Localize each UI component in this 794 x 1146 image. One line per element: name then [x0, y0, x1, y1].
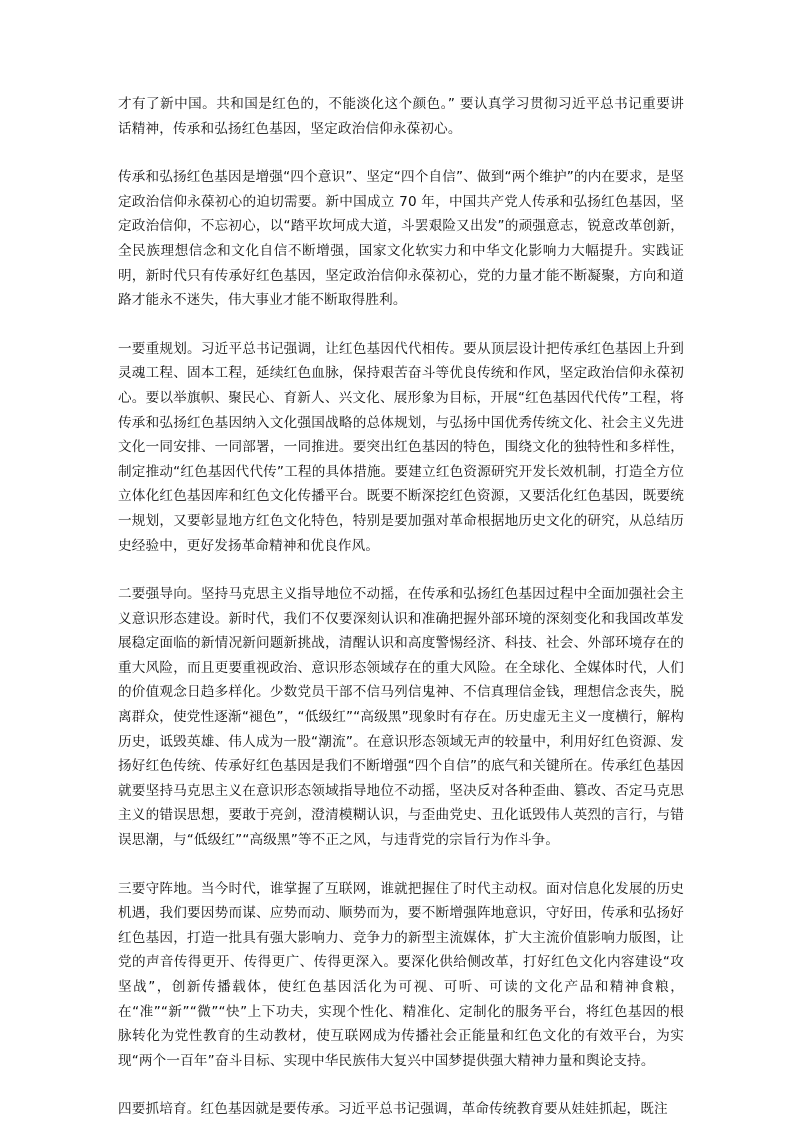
paragraph-intro-end: 才有了新中国。共和国是红色的，不能淡化这个颜色。” 要认真学习贯彻习近平总书记重要讲话精神，传承和弘扬红色基因，坚定政治信仰永葆初心。	[118, 96, 684, 137]
paragraph-position: 三要守阵地。当今时代，谁掌握了互联网，谁就把握住了时代主动权。面对信息化发展的历史机遇，我们要因势而谋、应势而动、顺势而为，要不断增强阵地意识，守好田，传承和弘扬好红色基因，打造一批具有强大影响力、竞争力的新型主流媒体，扩大主流价值影响力版图，让党的声音传得更开、传得更广、传得更深入。要深化供给侧改革，打好红色文化内容建设“攻坚战”，创新传播载体，使红色基因活化为可视、可听、可读的文化产品和精神食粮，在“准”“新”“微”“快”上下功夫，实现个性化、精准化、定制化的服务平台，将红色基因的根脉转化为党性教育的生动教材，使互联网成为传播社会正能量和红色文化的有效平台，为实现“两个一百年”奋斗目标、实现中华民族伟大复兴中国梦提供强大精神力量和舆论支持。	[118, 880, 684, 1069]
document-page	[118, 92, 684, 1146]
paragraph-guidance: 二要强导向。坚持马克思主义指导地位不动摇，在传承和弘扬红色基因过程中全面加强社会主义意识形态建设。新时代，我们不仅要深刻认识和准确把握外部环境的深刻变化和我国改革发展稳定面临的新情况新问题新挑战，清醒认识和高度警惕经济、科技、社会、外部环境存在的重大风险，而且更要重视政治、意识形态领域存在的重大风险。在全球化、全媒体时代，人们的价值观念日趋多样化。少数党员干部不信马列信鬼神、不信真理信金钱，理想信念丧失，脱离群众，使党性逐渐“褪色”，“低级红”“高级黑”现象时有存在。历史虚无主义一度横行，解构历史，诋毁英雄、伟人成为一股“潮流”。在意识形态领域无声的较量中，利用好红色资源、发扬好红色传统、传承好红色基因是我们不断增强“四个自信”的底气和关键所在。传承红色基因就要坚持马克思主义在意识形态领域指导地位不动摇，坚决反对各种歪曲、篡改、否定马克思主义的错误思想，要敢于亮剑，澄清模糊认识，与歪曲党史、丑化诋毁伟人英烈的言行，与错误思潮，与“低级红”“高级黑”等不正之风，与违背党的宗旨行为作斗争。	[118, 586, 684, 849]
paragraph-significance: 传承和弘扬红色基因是增强“四个意识”、坚定“四个自信”、做到“两个维护”的内在要求，是坚定政治信仰永葆初心的迫切需要。新中国成立 70 年，中国共产党人传承和弘扬红色基因，坚定政治信仰，不忘初心，以“踏平坎坷成大道，斗罢艰险又出发”的顽强意志，锐意改革创新，全民族理想信念和文化自信不断增强，国家文化软实力和中华文化影响力大幅提升。实践证明，新时代只有传承好红色基因，坚定政治信仰永葆初心，党的力量才能不断凝聚，方向和道路才能永不迷失，伟大事业才能不断取得胜利。	[118, 169, 684, 309]
paragraph-cultivation: 四要抓培育。红色基因就是要传承。习近平总书记强调，革命传统教育要从娃娃抓起，既注	[118, 1101, 668, 1118]
paragraph-planning: 一要重规划。习近平总书记强调，让红色基因代代相传。要从顶层设计把传承红色基因上升到灵魂工程、固本工程，延续红色血脉，保持艰苦奋斗等优良传统和作风，坚定政治信仰永葆初心。要以举旗帜、聚民心、育新人、兴文化、展形象为目标，开展“红色基因代代传”工程，将传承和弘扬红色基因纳入文化强国战略的总体规划，与弘扬中国优秀传统文化、社会主义先进文化一同安排、一同部署，一同推进。要突出红色基因的特色，围绕文化的独特性和多样性，制定推动“红色基因代代传”工程的具体措施。要建立红色资源研究开发长效机制，打造全方位立体化红色基因库和红色文化传播平台。既要不断深挖红色资源，又要活化红色基因，既要统一规划，又要彰显地方红色文化特色，特别是要加强对革命根据地历史文化的研究，从总结历史经验中，更好发扬革命精神和优良作风。	[118, 340, 684, 554]
